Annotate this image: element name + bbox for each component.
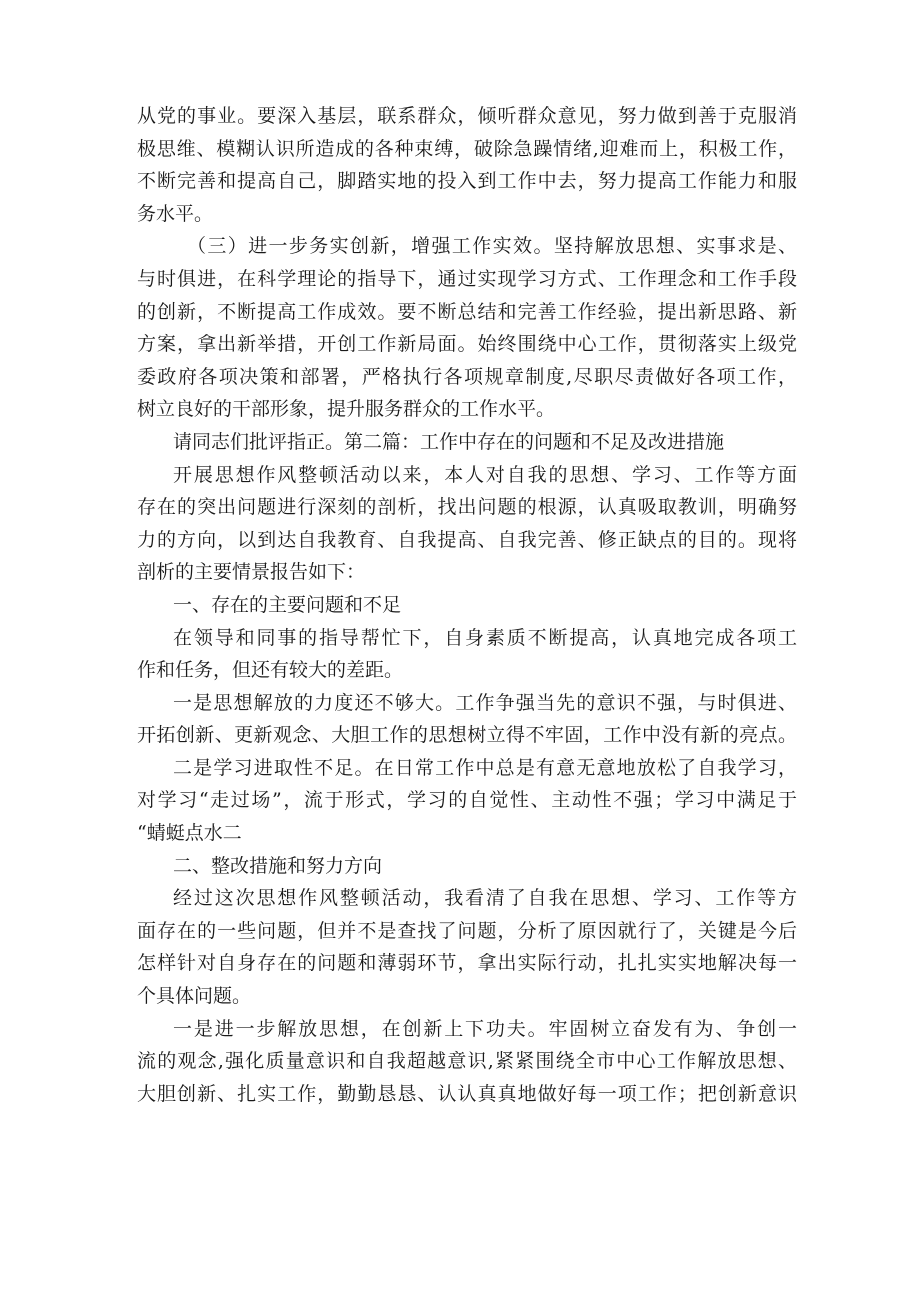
section-heading: （三）进一步务实创新，增强工作实效。坚持解放思想、实事求是、 bbox=[187, 235, 797, 258]
text-line: 与时俱进，在科学理论的指导下，通过实现学习方式、工作理念和工作手段 bbox=[137, 267, 797, 290]
text-line: 一是进一步解放思想，在创新上下功夫。牢固树立奋发有为、争创一 bbox=[173, 1017, 797, 1040]
text-line: 委政府各项决策和部署，严格执行各项规章制度,尽职尽责做好各项工作， bbox=[137, 365, 797, 388]
text-line: 个具体问题。 bbox=[137, 985, 252, 1008]
text-line: 剖析的主要情景报告如下： bbox=[137, 561, 366, 584]
text-line: “蜻蜓点水二 bbox=[137, 822, 242, 845]
section-heading: 一、存在的主要问题和不足 bbox=[173, 593, 402, 616]
text-line: 开展思想作风整顿活动以来，本人对自我的思想、学习、工作等方面 bbox=[173, 463, 797, 486]
text-line: 怎样针对自身存在的问题和薄弱环节，拿出实际行动，扎扎实实地解决每一 bbox=[137, 952, 797, 975]
chapter-heading: 请同志们批评指正。第二篇：工作中存在的问题和不足及改进措施 bbox=[173, 430, 725, 453]
section-heading: 二、整改措施和努力方向 bbox=[173, 854, 383, 877]
text-line: 树立良好的干部形象，提升服务群众的工作水平。 bbox=[137, 398, 556, 421]
text-line: 在领导和同事的指导帮忙下，自身素质不断提高，认真地完成各项工 bbox=[173, 626, 797, 649]
text-line: 流的观念,强化质量意识和自我超越意识,紧紧围绕全市中心工作解放思想、 bbox=[137, 1050, 797, 1073]
text-line: 开拓创新、更新观念、大胆工作的思想树立得不牢固，工作中没有新的亮点。 bbox=[137, 724, 797, 747]
text-line: 务水平。 bbox=[137, 202, 214, 225]
text-line: 存在的突出问题进行深刻的剖析，找出问题的根源，认真吸取教训，明确努 bbox=[137, 496, 797, 519]
text-line: 面存在的一些问题，但并不是查找了问题，分析了原因就行了，关键是今后 bbox=[137, 919, 797, 942]
text-line: 极思维、模糊认识所造成的各种束缚，破除急躁情绪,迎难而上，积极工作， bbox=[137, 137, 797, 160]
text-line: 力的方向，以到达自我教育、自我提高、自我完善、修正缺点的目的。现将 bbox=[137, 528, 797, 551]
text-line: 方案，拿出新举措，开创工作新局面。始终围绕中心工作，贯彻落实上级党 bbox=[137, 333, 797, 356]
text-line: 作和任务，但还有较大的差距。 bbox=[137, 659, 404, 682]
text-line: 的创新，不断提高工作成效。要不断总结和完善工作经验，提出新思路、新 bbox=[137, 300, 797, 323]
text-line: 从党的事业。要深入基层，联系群众，倾听群众意见，努力做到善于克服消 bbox=[137, 105, 797, 127]
text-line: 二是学习进取性不足。在日常工作中总是有意无意地放松了自我学习， bbox=[173, 756, 797, 779]
document-body bbox=[137, 100, 797, 1110]
text-line: 对学习“走过场”，流于形式，学习的自觉性、主动性不强；学习中满足于 bbox=[137, 789, 797, 812]
text-line: 经过这次思想作风整顿活动，我看清了自我在思想、学习、工作等方 bbox=[173, 887, 797, 910]
text-line: 一是思想解放的力度还不够大。工作争强当先的意识不强，与时俱进、 bbox=[173, 691, 797, 714]
text-line: 不断完善和提高自己，脚踏实地的投入到工作中去，努力提高工作能力和服 bbox=[137, 170, 797, 193]
text-line: 大胆创新、扎实工作，勤勤恳恳、认认真真地做好每一项工作；把创新意识 bbox=[137, 1082, 797, 1105]
